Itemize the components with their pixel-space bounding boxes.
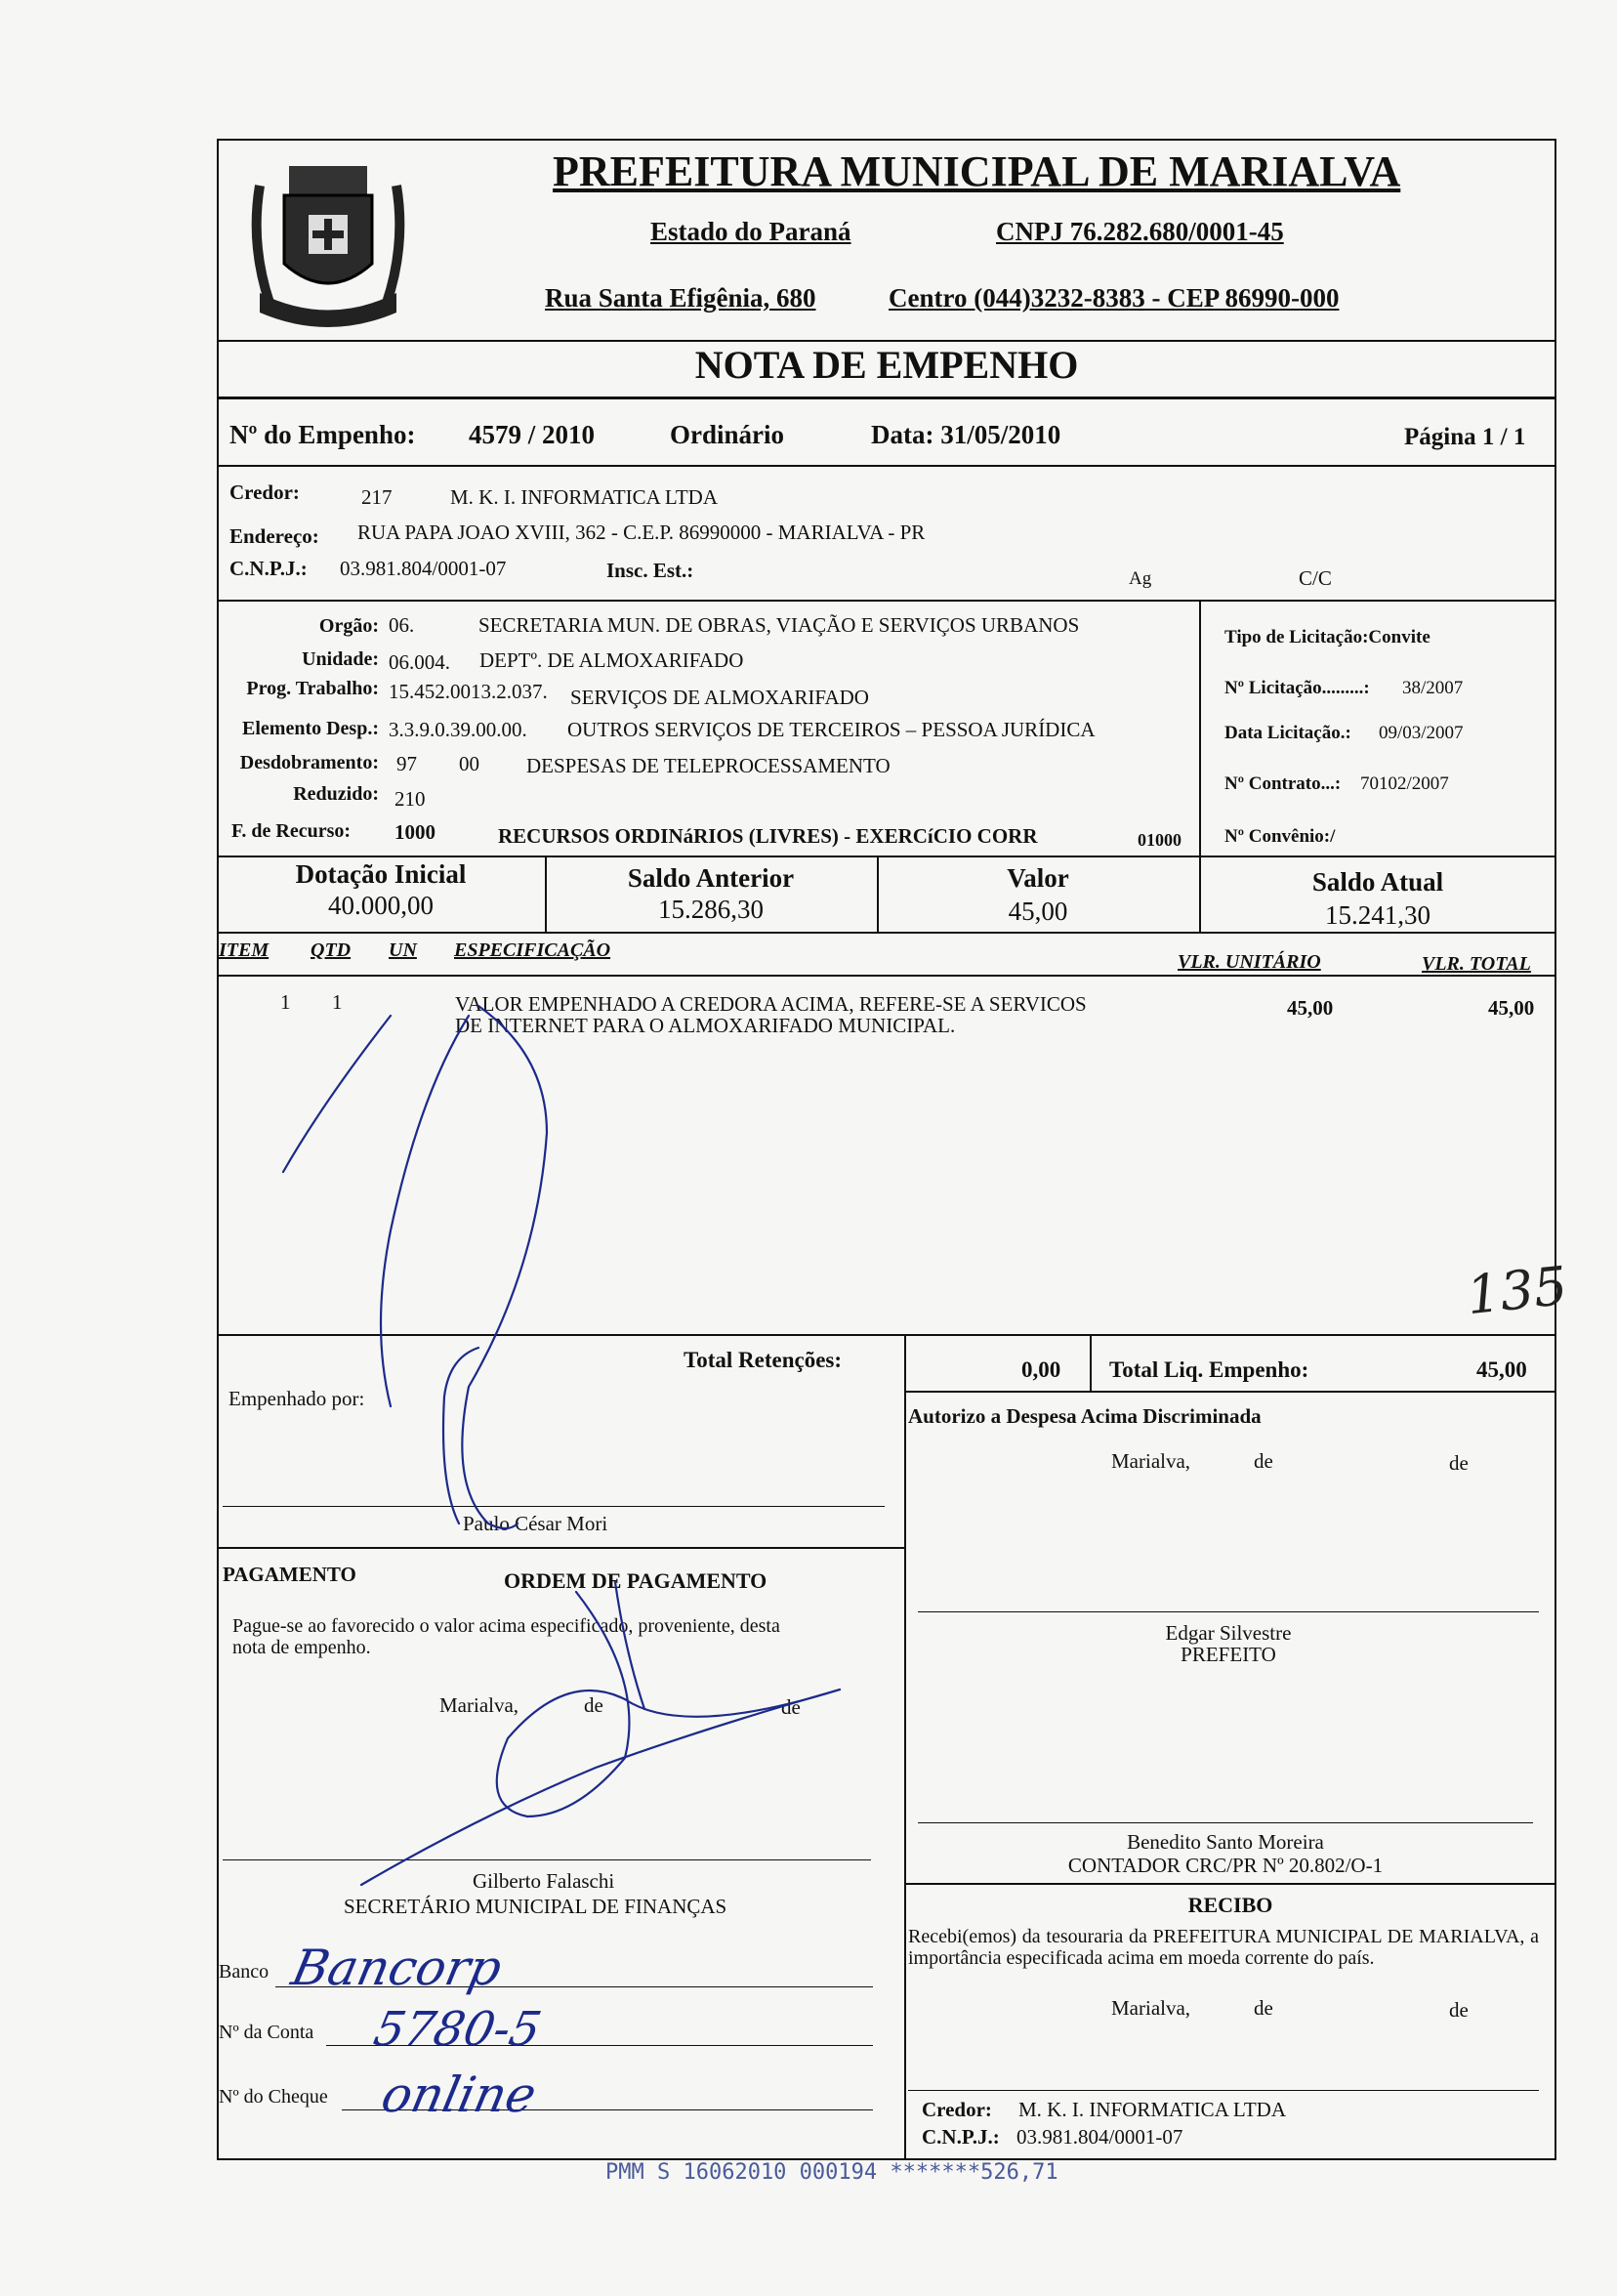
recibo-cnpj-label: C.N.P.J.: [922,2125,1000,2149]
col-vlr-total: VLR. TOTAL [1422,953,1531,975]
elemento-desp-label: Elemento Desp.: [242,718,379,739]
cheque-label: Nº do Cheque [219,2086,328,2108]
numero-licitacao: 38/2007 [1402,678,1464,698]
desdobramento-desc: DESPESAS DE TELEPROCESSAMENTO [526,754,891,777]
municipality-title: PREFEITURA MUNICIPAL DE MARIALVA [553,147,1401,195]
banco-handwritten: Bancorp [286,1940,507,1996]
prefeito-role: PREFEITO [1181,1643,1276,1666]
contact-label: Centro (044)3232-8383 - CEP 86990-000 [889,283,1340,313]
convenio-label: Nº Convênio:/ [1224,826,1336,847]
dotacao-inicial-value: 40.000,00 [328,891,434,920]
data-licitacao-label: Data Licitação.: [1224,723,1351,743]
credor-cnpj-label: C.N.P.J.: [229,557,308,580]
data-licitacao: 09/03/2007 [1379,723,1464,743]
saldo-atual-value: 15.241,30 [1325,900,1430,930]
orgao-label: Orgão: [318,615,379,637]
prog-trabalho-desc: SERVIÇOS DE ALMOXARIFADO [570,686,869,709]
agencia-label: Ag [1129,568,1152,589]
document-title: NOTA DE EMPENHO [694,343,1079,387]
numero-licitacao-label: Nº Licitação.........: [1224,678,1370,698]
pagamento-de-1: de [584,1693,603,1717]
municipal-crest-icon [230,146,426,327]
prog-trabalho-code: 15.452.0013.2.037. [389,680,548,703]
signature-pagamento [332,1563,879,1934]
autorizo-label: Autorizo a Despesa Acima Discriminada [908,1404,1262,1428]
elemento-desp-code: 3.3.9.0.39.00.00. [389,718,527,741]
unidade-label: Unidade: [302,648,379,670]
fonte-recurso-desc: RECURSOS ORDINáRIOS (LIVRES) - EXERCíCIO CORR [498,824,1038,848]
recibo-de-1: de [1254,1996,1273,2020]
item-unit-value: 45,00 [1287,996,1334,1020]
col-vlr-unitario: VLR. UNITÁRIO [1178,951,1321,973]
item-desc-line1: VALOR EMPENHADO A CREDORA ACIMA, REFERE-SE A SERVICOS [455,992,1087,1016]
col-item: ITEM [219,939,270,961]
fonte-recurso-code: 1000 [394,820,435,844]
cnpj-label: CNPJ 76.282.680/0001-45 [996,217,1284,246]
recibo-credor-label: Credor: [922,2098,992,2121]
item-number: 1 [280,990,291,1014]
contrato-label: Nº Contrato...: [1224,773,1342,794]
total-liquido-label: Total Liq. Empenho: [1109,1357,1309,1382]
saldo-anterior-value: 15.286,30 [658,895,764,924]
banco-label: Banco [219,1961,270,1983]
contador-role: CONTADOR CRC/PR Nº 20.802/O-1 [1067,1854,1384,1877]
recibo-de-2: de [1449,1998,1469,2022]
autorizo-de-2: de [1449,1451,1469,1475]
orgao-desc: SECRETARIA MUN. DE OBRAS, VIAÇÃO E SERVIÇOS URBANOS [478,613,1080,637]
conta-handwritten: 5780-5 [369,2002,546,2057]
valor-value: 45,00 [1008,897,1068,926]
desdobramento-sub: 00 [459,752,479,775]
page-number: Página 1 / 1 [1404,424,1526,450]
autorizo-cidade: Marialva, [1111,1449,1191,1473]
saldo-atual-label: Saldo Atual [1311,867,1444,897]
item-qtd: 1 [332,990,343,1014]
conta-label: Nº da Conta [219,2022,314,2043]
reduzido-label: Reduzido: [293,783,379,805]
recibo-cnpj: 03.981.804/0001-07 [1016,2125,1183,2149]
pagamento-text-line2: nota de empenho. [232,1637,371,1658]
prefeito-name: Edgar Silvestre [1165,1621,1292,1645]
elemento-desp-desc: OUTROS SERVIÇOS DE TERCEIROS – PESSOA JURÍDICA [567,718,1096,741]
empenhado-por-name: Paulo César Mori [463,1512,608,1535]
fonte-recurso-fixed-code: 01000 [1138,830,1182,850]
recibo-text: Recebi(emos) da tesouraria da PREFEITURA MUNICIPAL DE MARIALVA, a importância especificada acima em moeda corrente do país. [908,1926,1539,1969]
empenho-number-label: Nº do Empenho: [229,420,416,449]
tipo-licitacao: Tipo de Licitação:Convite [1224,627,1430,647]
ordem-pagamento-title: ORDEM DE PAGAMENTO [504,1568,767,1593]
recibo-title: RECIBO [1187,1893,1273,1917]
credor-name: M. K. I. INFORMATICA LTDA [450,485,718,509]
credor-code: 217 [361,485,393,509]
recibo-credor: M. K. I. INFORMATICA LTDA [1018,2098,1286,2121]
fonte-recurso-label: F. de Recurso: [231,820,352,842]
prog-trabalho-label: Prog. Trabalho: [246,678,379,699]
contador-name: Benedito Santo Moreira [1127,1830,1324,1854]
col-un: UN [389,939,417,961]
total-retencoes-value: 0,00 [1021,1357,1061,1382]
recibo-cidade: Marialva, [1111,1996,1191,2020]
insc-est-label: Insc. Est.: [606,559,694,582]
pagamento-cidade: Marialva, [439,1693,519,1717]
item-total-value: 45,00 [1488,996,1535,1020]
credor-label: Credor: [229,480,300,504]
protocol-stamp: PMM S 16062010 000194 *******526,71 [605,2160,1058,2185]
handwritten-page-mark: 135 [1463,1254,1571,1327]
pagamento-title: PAGAMENTO [223,1563,356,1586]
pagamento-de-2: de [781,1695,801,1719]
pagamento-text-line1: Pague-se ao favorecido o valor acima especificado, proveniente, desta [232,1615,780,1637]
autorizo-de-1: de [1254,1449,1273,1473]
reduzido-code: 210 [394,787,426,811]
col-qtd: QTD [311,939,352,961]
empenho-number: 4579 / 2010 [469,420,596,449]
signature-empenho [225,977,635,1563]
unidade-code: 06.004. [389,650,450,674]
unidade-desc: DEPTº. DE ALMOXARIFADO [479,648,744,672]
item-desc-line2: DE INTERNET PARA O ALMOXARIFADO MUNICIPAL. [455,1014,956,1037]
desdobramento-label: Desdobramento: [239,752,379,773]
dotacao-inicial-label: Dotação Inicial [295,859,467,889]
contrato-number: 70102/2007 [1360,773,1449,794]
secretario-name: Gilberto Falaschi [473,1869,615,1893]
address-label: Rua Santa Efigênia, 680 [545,283,816,313]
credor-address: RUA PAPA JOAO XVIII, 362 - C.E.P. 86990000 - MARIALVA - PR [357,521,926,544]
saldo-anterior-label: Saldo Anterior [627,863,795,893]
cheque-handwritten: online [376,2066,542,2123]
state-label: Estado do Paraná [650,217,851,246]
orgao-code: 06. [389,613,415,637]
col-especificacao: ESPECIFICAÇÃO [454,939,611,961]
secretario-role: SECRETÁRIO MUNICIPAL DE FINANÇAS [344,1895,727,1918]
credor-address-label: Endereço: [229,524,319,548]
total-liquido-value: 45,00 [1476,1357,1527,1382]
conta-corrente-label: C/C [1299,566,1332,590]
empenho-type: Ordinário [670,420,785,449]
credor-cnpj: 03.981.804/0001-07 [340,557,507,580]
total-retencoes-label: Total Retenções: [684,1348,843,1372]
empenho-date: Data: 31/05/2010 [871,420,1061,449]
valor-label: Valor [1007,863,1069,893]
desdobramento-code: 97 [396,752,417,775]
empenhado-por-label: Empenhado por: [228,1387,365,1410]
